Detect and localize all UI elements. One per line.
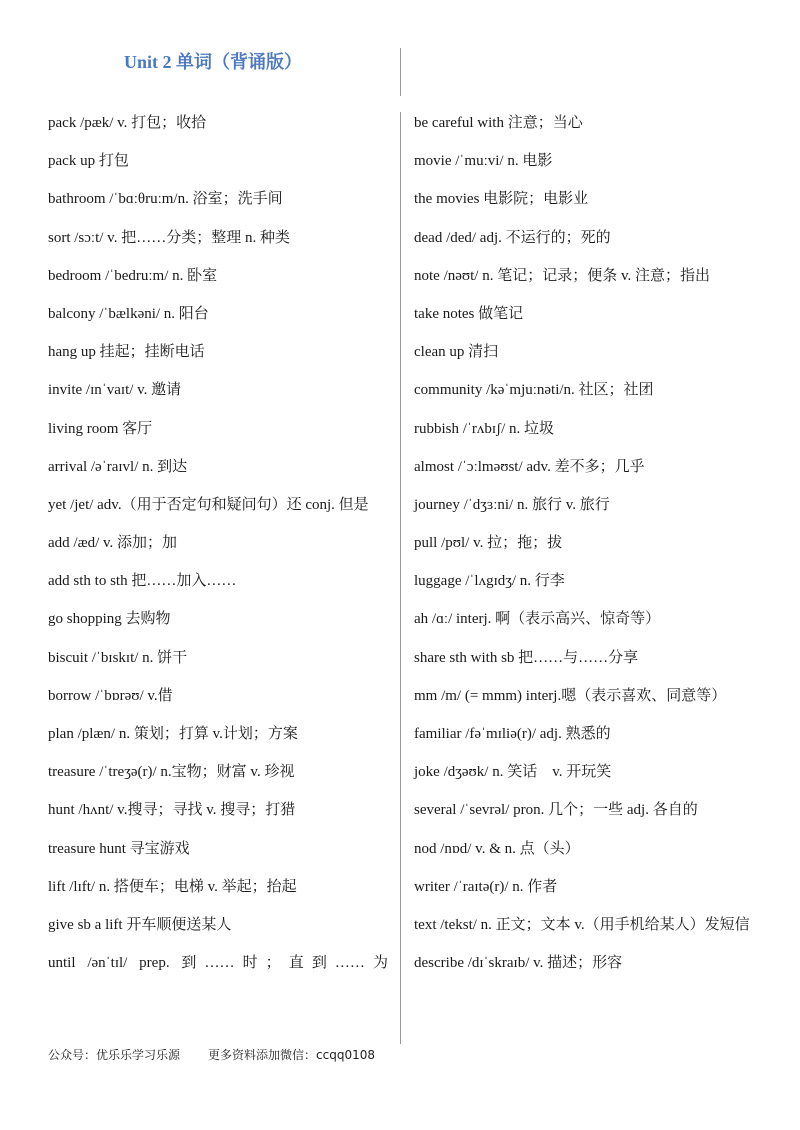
word-entry: journey /ˈdʒɜːni/ n. 旅行 v. 旅行 (414, 496, 610, 513)
column-divider (400, 112, 401, 1044)
word-entry: biscuit /ˈbɪskɪt/ n. 饼干 (48, 649, 188, 666)
word-entry: living room 客厅 (48, 420, 153, 437)
word-entry: sort /sɔːt/ v. 把……分类；整理 n. 种类 (48, 229, 290, 246)
word-entry: borrow /ˈbɒrəʊ/ v.借 (48, 687, 173, 704)
word-entry: familiar /fəˈmɪliə(r)/ adj. 熟悉的 (414, 726, 611, 742)
right-word-column (414, 111, 760, 989)
word-entry: lift /lɪft/ n. 搭便车；电梯 v. 举起；抬起 (48, 878, 297, 895)
word-entry: share sth with sb 把……与……分享 (414, 649, 639, 666)
word-entry: ah /ɑː/ interj. 啊（表示高兴、惊奇等） (414, 611, 661, 628)
word-entry: pull /pʊl/ v. 拉；拖；拔 (414, 535, 563, 552)
word-entry: clean up 清扫 (414, 344, 499, 361)
word-entry: give sb a lift 开车顺便送某人 (48, 916, 232, 933)
word-entry: go shopping 去购物 (48, 611, 171, 628)
word-entry: movie /ˈmuːvi/ n. 电影 (414, 153, 553, 170)
word-entry: luggage /ˈlʌgɪdʒ/ n. 行李 (414, 573, 565, 590)
word-entry: the movies 电影院；电影业 (414, 191, 589, 208)
word-entry: several /ˈsevrəl/ pron. 几个；一些 adj. 各自的 (414, 802, 698, 819)
word-entry: pack up 打包 (48, 153, 129, 170)
word-entry: writer /ˈraɪtə(r)/ n. 作者 (414, 878, 558, 895)
word-entry: rubbish /ˈrʌbɪʃ/ n. 垃圾 (414, 420, 554, 437)
word-entry: pack /pæk/ v. 打包；收拾 (48, 115, 207, 131)
word-entry: almost /ˈɔːlməʊst/ adv. 差不多；几乎 (414, 458, 645, 475)
word-entry: hang up 挂起；挂断电话 (48, 344, 205, 361)
word-entry: until /ənˈtɪl/ prep. 到……时；直到……为 (48, 955, 388, 972)
word-entry: dead /ded/ adj. 不运行的；死的 (414, 229, 611, 246)
word-entry: yet /jet/ adv.（用于否定句和疑问句）还 conj. 但是 (48, 497, 369, 514)
page-footer (48, 1046, 375, 1063)
word-entry: community /kəˈmjuːnəti/n. 社区；社团 (414, 382, 654, 399)
word-entry: mm /m/ (= mmm) interj.嗯（表示喜欢、同意等） (414, 687, 727, 704)
left-word-column (48, 111, 388, 989)
title-divider (400, 48, 401, 96)
word-entry: balcony /ˈbælkəni/ n. 阳台 (48, 305, 209, 322)
word-entry: nod /nɒd/ v. & n. 点（头） (414, 840, 580, 857)
word-entry: joke /dʒəʊk/ n. 笑话 v. 开玩笑 (414, 764, 612, 781)
word-entry: describe /dɪˈskraɪb/ v. 描述；形容 (414, 955, 623, 972)
word-entry: add sth to sth 把……加入…… (48, 573, 237, 590)
word-entry: plan /plæn/ n. 策划；打算 v.计划；方案 (48, 726, 298, 743)
word-entry: note /nəʊt/ n. 笔记；记录；便条 v. 注意；指出 (414, 267, 710, 284)
word-entry: hunt /hʌnt/ v.搜寻；寻找 v. 搜寻；打猎 (48, 802, 296, 819)
word-entry: bathroom /ˈbɑːθruːm/n. 浴室；洗手间 (48, 191, 283, 208)
page-title: Unit 2 单词（背诵版） (124, 52, 303, 72)
word-entry: treasure hunt 寻宝游戏 (48, 840, 190, 857)
word-entry: add /æd/ v. 添加；加 (48, 535, 178, 552)
word-entry: take notes 做笔记 (414, 305, 524, 322)
word-entry: treasure /ˈtreʒə(r)/ n.宝物；财富 v. 珍视 (48, 764, 295, 781)
footer-contact: 更多资料添加微信：ccqq0108 (208, 1048, 375, 1062)
word-entry: bedroom /ˈbedruːm/ n. 卧室 (48, 267, 218, 284)
word-entry: text /tekst/ n. 正文；文本 v.（用手机给某人）发短信 (414, 917, 750, 934)
word-entry: arrival /əˈraɪvl/ n. 到达 (48, 458, 188, 475)
footer-account: 公众号：优乐乐学习乐源 (48, 1048, 181, 1062)
word-entry: invite /ɪnˈvaɪt/ v. 邀请 (48, 382, 182, 399)
word-entry: be careful with 注意；当心 (414, 115, 583, 131)
